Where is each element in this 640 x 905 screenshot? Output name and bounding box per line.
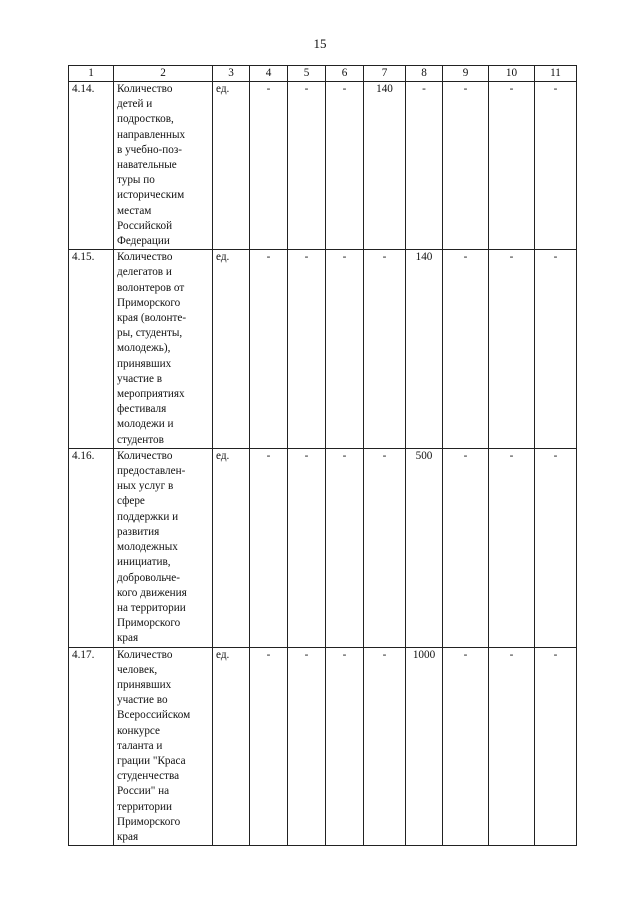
indicator-name [114,82,213,250]
indicator-name-line: Количество [117,449,173,462]
table-row [69,82,577,250]
header-cell: 2 [114,66,213,82]
value-cell: 140 [406,250,443,449]
indicator-name-line: студентов [117,433,164,446]
indicator-name-line: ры, студенты, [117,327,183,340]
value-cell: 1000 [406,647,443,846]
indicator-name-line: Приморского [117,617,181,630]
value-cell: - [489,448,535,647]
value-cell: - [443,448,489,647]
indicator-name-line: Всероссийском [117,709,191,722]
header-cell: 10 [489,66,535,82]
indicator-name-line: туры по [117,174,155,187]
indicator-name-line: детей и [117,98,153,111]
value-cell: 140 [364,82,406,250]
unit-cell: ед. [213,250,250,449]
value-cell: 500 [406,448,443,647]
indicator-name-line: края [117,830,139,843]
value-cell: - [535,448,577,647]
indicator-name-line: Количество [117,83,173,95]
indicator-name-line: предоставлен- [117,465,186,478]
value-cell: - [288,448,326,647]
indicator-name-line: добровольче- [117,571,180,584]
indicator-name-line: в учебно-поз- [117,143,182,156]
value-cell: - [250,647,288,846]
unit-cell: ед. [213,82,250,250]
indicator-name [114,647,213,846]
value-cell: - [489,250,535,449]
indicator-name-line: делегатов и [117,266,172,279]
indicator-name-line: подростков, [117,113,174,126]
header-cell: 6 [326,66,364,82]
indicator-name-line: волонтеров от [117,281,185,294]
header-cell: 8 [406,66,443,82]
unit-cell: ед. [213,647,250,846]
value-cell: - [364,250,406,449]
indicator-name-line: Количество [117,648,173,661]
value-cell: - [535,250,577,449]
value-cell: - [364,448,406,647]
indicator-name-line: конкурсе [117,724,160,737]
indicator-name-line: Количество [117,251,173,264]
table-row [69,250,577,449]
value-cell: - [443,647,489,846]
indicator-name-line: местам [117,204,152,217]
value-cell: - [406,82,443,250]
indicator-name-line: Российской [117,219,173,232]
header-cell: 9 [443,66,489,82]
value-cell: - [535,82,577,250]
indicator-name-line: фестиваля [117,403,167,416]
indicator-name-line: кого движения [117,586,187,599]
indicator-name-line: историческим [117,189,185,202]
value-cell: - [326,82,364,250]
indicator-name-line: Федерации [117,235,170,248]
page-number: 15 [313,36,327,51]
table-row [69,647,577,846]
indicator-name-line: принявших [117,357,172,370]
indicator-name-line: студенчества [117,770,180,783]
value-cell: - [288,647,326,846]
value-cell: - [326,647,364,846]
indicator-name-line: таланта и [117,739,163,752]
indicator-name-line: участие в [117,372,163,385]
indicator-name-line: территории [117,800,172,813]
indicator-name-line: России" на [117,785,170,798]
header-cell: 3 [213,66,250,82]
value-cell: - [364,647,406,846]
indicator-name-line: направленных [117,128,186,141]
header-row [69,66,577,82]
value-cell: - [326,448,364,647]
row-number: 4.14. [69,82,114,250]
indicator-name-line: навательные [117,159,177,172]
header-cell: 4 [250,66,288,82]
value-cell: - [326,250,364,449]
header-cell: 1 [69,66,114,82]
indicator-name-line: развития [117,525,160,538]
value-cell: - [535,647,577,846]
indicator-name-line: грации "Краса [117,754,186,767]
indicator-name-line: Приморского [117,296,181,309]
value-cell: - [489,647,535,846]
indicator-name-line: края (волонте- [117,312,187,325]
indicator-name-line: на территории [117,601,186,614]
indicator-name-line: участие во [117,694,168,707]
table-body [69,82,577,846]
indicator-name-line: человек, [117,663,158,676]
header-cell: 5 [288,66,326,82]
indicator-name-line: молодежных [117,541,178,554]
indicator-name-line: молодежи и [117,418,174,431]
value-cell: - [443,250,489,449]
value-cell: - [288,82,326,250]
indicators-table [68,65,577,846]
value-cell: - [489,82,535,250]
indicator-name-line: края [117,632,139,645]
value-cell: - [443,82,489,250]
indicator-name [114,448,213,647]
table-row [69,448,577,647]
indicator-name-line: принявших [117,678,172,691]
header-cell: 11 [535,66,577,82]
indicator-name-line: молодежь), [117,342,171,355]
value-cell: - [288,250,326,449]
header-cell: 7 [364,66,406,82]
indicator-name [114,250,213,449]
value-cell: - [250,82,288,250]
indicator-name-line: сфере [117,495,145,508]
indicator-name-line: поддержки и [117,510,179,523]
value-cell: - [250,250,288,449]
row-number: 4.16. [69,448,114,647]
indicator-name-line: Приморского [117,815,181,828]
unit-cell: ед. [213,448,250,647]
indicator-name-line: мероприятиях [117,388,185,401]
indicator-name-line: ных услуг в [117,480,174,493]
value-cell: - [250,448,288,647]
row-number: 4.17. [69,647,114,846]
indicator-name-line: инициатив, [117,556,171,569]
row-number: 4.15. [69,250,114,449]
